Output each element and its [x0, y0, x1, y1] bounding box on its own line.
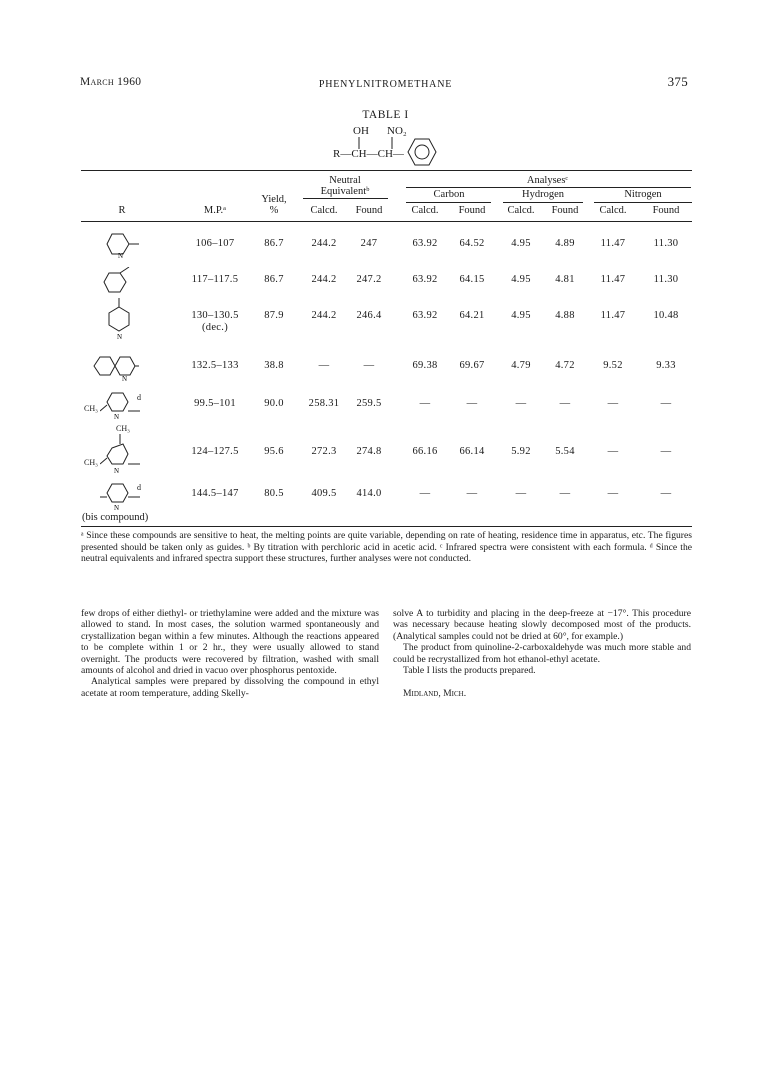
- cell-h-calcd: 4.79: [511, 360, 531, 371]
- table-header-rule: [81, 221, 692, 222]
- 2,6-pyridinediyl-icon: [100, 482, 142, 512]
- cell-n-calcd: 11.47: [600, 310, 626, 321]
- col-nitrogen: Nitrogen: [624, 189, 662, 200]
- cell-c-found: 69.67: [459, 360, 485, 371]
- svg-text:N: N: [122, 375, 128, 382]
- h-found-header: Found: [551, 205, 579, 216]
- cell-mp: 130–130.5: [191, 310, 239, 321]
- 4-pyridyl-icon: [107, 298, 137, 340]
- right-paragraph-3: Table I lists the products prepared.: [403, 665, 536, 677]
- cell-h-found: 4.88: [555, 310, 575, 321]
- cell-ne-found: 247.2: [356, 274, 382, 285]
- cell-yield: 90.0: [264, 398, 284, 409]
- row5-note: d: [137, 393, 141, 402]
- 2-quinolyl-icon: [93, 354, 139, 382]
- cell-yield: 87.9: [264, 310, 284, 321]
- cell-mp-note: (dec.): [202, 322, 228, 333]
- cell-n-found: —: [660, 446, 672, 457]
- col-yield-top: Yield,: [261, 194, 287, 205]
- structure-bonds: [355, 137, 415, 151]
- c-found-header: Found: [458, 205, 486, 216]
- cell-n-found: 9.33: [656, 360, 676, 371]
- cell-ne-calcd: 244.2: [311, 238, 337, 249]
- cell-ne-found: —: [363, 360, 375, 371]
- table-title: TABLE I: [362, 109, 409, 121]
- c-calcd-header: Calcd.: [411, 205, 439, 216]
- cell-h-found: 5.54: [555, 446, 575, 457]
- cell-ne-found: 247: [360, 238, 378, 249]
- cell-n-calcd: 11.47: [600, 238, 626, 249]
- col-analyses: Analysesᶜ: [526, 175, 569, 186]
- cell-h-found: —: [559, 488, 571, 499]
- cell-c-calcd: 63.92: [412, 238, 438, 249]
- cell-ne-found: 246.4: [356, 310, 382, 321]
- analyses-underline: [406, 187, 691, 188]
- cell-c-found: 66.14: [459, 446, 485, 457]
- cell-yield: 38.8: [264, 360, 284, 371]
- page-number: 375: [667, 74, 688, 89]
- cell-mp: 124–127.5: [191, 446, 239, 457]
- cell-yield: 86.7: [264, 238, 284, 249]
- svg-text:N: N: [114, 504, 120, 512]
- cell-h-calcd: 4.95: [511, 238, 531, 249]
- cell-ne-calcd: 244.2: [311, 310, 337, 321]
- 3-pyridyl-icon: [103, 267, 139, 295]
- cell-ne-found: 259.5: [356, 398, 382, 409]
- right-paragraph-1: solve A to turbidity and placing in the deep-freeze at −17°. This procedure was necessary because heating slowly decomposed most of the products. (Analytical samples could not be dried at 60°, for example.): [393, 608, 691, 642]
- cell-n-calcd: 11.47: [600, 274, 626, 285]
- cell-ne-calcd: 244.2: [311, 274, 337, 285]
- table-top-rule: [81, 170, 692, 171]
- cell-n-found: 10.48: [653, 310, 679, 321]
- benzene-ring-icon: [407, 137, 439, 167]
- cell-h-found: 4.81: [555, 274, 575, 285]
- cell-mp: 144.5–147: [191, 488, 239, 499]
- cell-c-found: —: [466, 398, 478, 409]
- cell-c-found: —: [466, 488, 478, 499]
- col-carbon: Carbon: [433, 189, 465, 200]
- cell-ne-calcd: 409.5: [311, 488, 337, 499]
- row7-note: d: [137, 483, 141, 492]
- row6-ch3-label: CH₃: [84, 458, 98, 467]
- svg-text:N: N: [117, 333, 123, 340]
- running-header-date: March 1960: [80, 76, 142, 88]
- cell-ne-calcd: 272.3: [311, 446, 337, 457]
- hydrogen-underline: [503, 202, 583, 203]
- col-mp: M.P.ᵃ: [203, 205, 227, 216]
- 6-methyl-2-pyridyl-icon: [100, 391, 142, 421]
- svg-text:N: N: [114, 467, 120, 475]
- row6-ch3-top-label: CH₃: [116, 424, 130, 433]
- cell-c-calcd: 66.16: [412, 446, 438, 457]
- carbon-underline: [406, 202, 491, 203]
- cell-yield: 80.5: [264, 488, 284, 499]
- cell-n-found: —: [660, 398, 672, 409]
- ne-calcd-header: Calcd.: [310, 205, 338, 216]
- col-hydrogen: Hydrogen: [522, 189, 564, 200]
- n-calcd-header: Calcd.: [599, 205, 627, 216]
- table-bottom-rule: [81, 526, 692, 527]
- nitrogen-underline: [594, 202, 692, 203]
- cell-h-calcd: 4.95: [511, 310, 531, 321]
- row5-ch3-label: CH₃: [84, 404, 98, 413]
- cell-h-calcd: 4.95: [511, 274, 531, 285]
- cell-c-found: 64.21: [459, 310, 485, 321]
- running-header-title: PHENYLNITROMETHANE: [318, 79, 453, 90]
- left-paragraph-1: few drops of either diethyl- or triethylamine were added and the mixture was allowed to stand. In most cases, the solution warmed spontaneously and crystallization began within a few minutes. Although the reactions appeared to be complete within 1 or 2 hr., they were usually allowed to stand overnight. The products were recovered by filtration, washed with small amounts of alcohol and dried in vacuo over phosphorus pentoxide.: [81, 608, 379, 677]
- cell-ne-found: 274.8: [356, 446, 382, 457]
- cell-n-calcd: —: [607, 488, 619, 499]
- cell-ne-found: 414.0: [356, 488, 382, 499]
- h-calcd-header: Calcd.: [507, 205, 535, 216]
- cell-c-calcd: 63.92: [412, 310, 438, 321]
- right-column: [393, 608, 691, 700]
- cell-n-found: —: [660, 488, 672, 499]
- structure-chain: R—CH—CH—: [333, 148, 404, 160]
- cell-ne-calcd: 258.31: [308, 398, 340, 409]
- left-paragraph-2: Analytical samples were prepared by dissolving the compound in ethyl acetate at room temperature, adding Skelly-: [81, 676, 379, 699]
- svg-text:N: N: [114, 413, 120, 421]
- cell-h-found: —: [559, 398, 571, 409]
- neutral-underline: [303, 198, 388, 199]
- cell-c-calcd: 69.38: [412, 360, 438, 371]
- col-yield-bottom: %: [269, 205, 279, 216]
- cell-n-calcd: —: [607, 446, 619, 457]
- cell-h-calcd: 5.92: [511, 446, 531, 457]
- structure-no2: NO₂: [387, 125, 407, 137]
- cell-mp: 106–107: [195, 238, 235, 249]
- cell-c-calcd: 63.92: [412, 274, 438, 285]
- cell-c-found: 64.15: [459, 274, 485, 285]
- cell-n-calcd: 9.52: [603, 360, 623, 371]
- cell-c-calcd: —: [419, 398, 431, 409]
- structure-oh: OH: [353, 125, 369, 137]
- cell-yield: 95.6: [264, 446, 284, 457]
- col-neutral-mid: Equivalentᵇ: [320, 186, 370, 197]
- ne-found-header: Found: [355, 205, 383, 216]
- cell-n-found: 11.30: [653, 274, 679, 285]
- cell-h-found: 4.72: [555, 360, 575, 371]
- cell-c-found: 64.52: [459, 238, 485, 249]
- cell-h-calcd: —: [515, 488, 527, 499]
- bis-compound-caption: (bis compound): [82, 512, 149, 523]
- cell-h-calcd: —: [515, 398, 527, 409]
- cell-ne-calcd: —: [318, 360, 330, 371]
- 4,6-dimethyl-2-pyridyl-icon: [100, 434, 142, 476]
- col-neutral-top: Neutral: [329, 175, 361, 186]
- cell-n-calcd: —: [607, 398, 619, 409]
- cell-mp: 117–117.5: [191, 274, 239, 285]
- cell-n-found: 11.30: [653, 238, 679, 249]
- 2-pyridyl-icon: [103, 231, 139, 259]
- cell-c-calcd: —: [419, 488, 431, 499]
- cell-mp: 132.5–133: [191, 360, 239, 371]
- col-r: R: [118, 205, 126, 216]
- right-paragraph-2: The product from quinoline-2-carboxaldehyde was much more stable and could be recrystallized from hot ethanol-ethyl acetate.: [393, 642, 691, 665]
- cell-mp: 99.5–101: [194, 398, 236, 409]
- cell-yield: 86.7: [264, 274, 284, 285]
- location: Midland, Mich.: [403, 688, 467, 700]
- left-column: [81, 608, 379, 699]
- table-footnote: ᵃ Since these compounds are sensitive to heat, the melting points are quite variable, depending on rate of heating, residence time in apparatus, etc. The figures presented should be taken only as guides. ᵇ By titration with perchloric acid in acetic acid. ᶜ Infrared spectra were consistent with each formula. ᵈ Since the neutral equivalents and infrared spectra support these structures, further analyses were not conducted.: [81, 530, 692, 564]
- n-found-header: Found: [652, 205, 680, 216]
- cell-h-found: 4.89: [555, 238, 575, 249]
- svg-text:N: N: [118, 252, 124, 259]
